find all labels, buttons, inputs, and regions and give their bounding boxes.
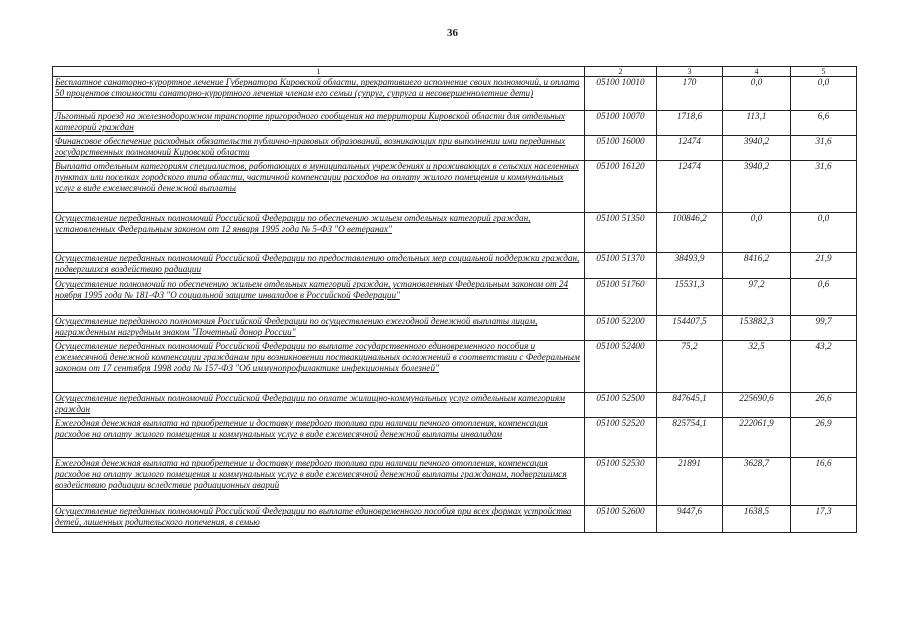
row-actual-value: 0,0: [723, 213, 791, 253]
table-row: [53, 458, 857, 506]
row-percent-value: 43,2: [791, 341, 857, 393]
row-code: 05100 16000: [585, 136, 657, 161]
row-plan-value: 15531,3: [657, 279, 723, 316]
row-code: 05100 52600: [585, 506, 657, 533]
row-name-cell: [53, 111, 585, 136]
row-percent-value: 21,9: [791, 253, 857, 279]
row-name: Осуществление полномочий по обеспечению жильем отдельных категорий граждан, установленных Федеральным законом от 24 ноября 1995 года № 181-ФЗ "О социальной защите инвалидов в Российской Федерации": [55, 279, 569, 301]
row-name-cell: [53, 393, 585, 418]
row-name: Осуществление переданных полномочий Российской Федерации по выплате государственного единовременного пособия и ежемесячной денежной компенсации гражданам при возникновении поствакцинальных осложнений в соответствии с Федеральным законом от 17 сентября 1998 года № 157-ФЗ "Об иммунопрофилактике инфекционных болезней": [55, 341, 580, 374]
row-plan-value: 825754,1: [657, 418, 723, 458]
row-plan-value: 1718,6: [657, 111, 723, 136]
row-actual-value: 32,5: [723, 341, 791, 393]
row-percent-value: 0,0: [791, 213, 857, 253]
header-col-2: 2: [585, 67, 657, 77]
row-actual-value: 1638,5: [723, 506, 791, 533]
row-name: Бесплатное санаторно-курортное лечение Губернатора Кировской области, прекратившего исполнение своих полномочий, и оплата 50 процентов стоимости санаторно-курортного лечения членам его семьи (супруг, супруга и несовершеннолетние дети): [55, 77, 580, 99]
row-code: 05100 51760: [585, 279, 657, 316]
table-row: [53, 77, 857, 111]
page-number: 36: [447, 27, 458, 39]
table-row: [53, 111, 857, 136]
row-name: Осуществление переданных полномочий Российской Федерации по выплате единовременного пособия при всех формах устройства детей, лишенных родительского попечения, в семью: [55, 506, 572, 528]
header-col-1: 1: [53, 67, 585, 77]
row-plan-value: 170: [657, 77, 723, 111]
header-col-3: 3: [657, 67, 723, 77]
budget-table: [52, 66, 857, 533]
row-code: 05100 52500: [585, 393, 657, 418]
header-row: [53, 67, 857, 77]
row-percent-value: 0,0: [791, 77, 857, 111]
row-name-cell: [53, 279, 585, 316]
table-row: [53, 341, 857, 393]
row-percent-value: 16,6: [791, 458, 857, 506]
row-percent-value: 17,3: [791, 506, 857, 533]
row-name-cell: [53, 253, 585, 279]
table-row: [53, 279, 857, 316]
table-row: [53, 213, 857, 253]
row-code: 05100 52530: [585, 458, 657, 506]
row-actual-value: 153882,3: [723, 316, 791, 341]
row-name-cell: [53, 418, 585, 458]
row-actual-value: 97,2: [723, 279, 791, 316]
row-actual-value: 225690,6: [723, 393, 791, 418]
row-name: Выплата отдельным категориям специалистов, работающих в муниципальных учреждениях и проживающих в сельских населенных пунктах или поселках городского типа области, частичной компенсации расходов на оплату жилого помещения и коммунальных услуг в виде ежемесячной денежной выплаты: [55, 161, 579, 194]
row-name: Осуществление переданного полномочия Российской Федерации по осуществлению ежегодной денежной выплаты лицам, награжденным нагрудным знаком "Почетный донор России": [55, 316, 538, 338]
row-code: 05100 52400: [585, 341, 657, 393]
table-row: [53, 506, 857, 533]
row-name: Осуществление переданных полномочий Российской Федерации по обеспечению жильем отдельных категорий граждан, установленных Федеральным законом от 12 января 1995 года № 5-ФЗ "О ветеранах": [55, 213, 531, 235]
row-plan-value: 154407,5: [657, 316, 723, 341]
row-code: 05100 52520: [585, 418, 657, 458]
header-col-5: 5: [791, 67, 857, 77]
row-percent-value: 0,6: [791, 279, 857, 316]
row-plan-value: 100846,2: [657, 213, 723, 253]
table-row: [53, 136, 857, 161]
row-actual-value: 222061,9: [723, 418, 791, 458]
row-actual-value: 113,1: [723, 111, 791, 136]
table-row: [53, 316, 857, 341]
row-name-cell: [53, 506, 585, 533]
row-name-cell: [53, 213, 585, 253]
table-row: [53, 253, 857, 279]
row-code: 05100 51350: [585, 213, 657, 253]
row-plan-value: 21891: [657, 458, 723, 506]
row-plan-value: 38493,9: [657, 253, 723, 279]
row-percent-value: 6,6: [791, 111, 857, 136]
row-actual-value: 3628,7: [723, 458, 791, 506]
row-percent-value: 26,9: [791, 418, 857, 458]
row-percent-value: 31,6: [791, 161, 857, 213]
row-plan-value: 75,2: [657, 341, 723, 393]
row-code: 05100 52200: [585, 316, 657, 341]
row-plan-value: 12474: [657, 161, 723, 213]
row-name: Осуществление переданных полномочий Российской Федерации по предоставлению отдельных мер социальной поддержки граждан, подвергшихся воздействию радиации: [55, 253, 580, 275]
row-percent-value: 31,6: [791, 136, 857, 161]
row-actual-value: 0,0: [723, 77, 791, 111]
row-name: Ежегодная денежная выплата на приобретение и доставку твердого топлива при наличии печного отопления, компенсация расходов на оплату жилого помещения и коммунальных услуг в виде ежемесячной денежной выплаты гражданам, подвергшимся воздействию радиации вследствие радиационных аварий: [55, 458, 567, 491]
row-plan-value: 847645,1: [657, 393, 723, 418]
row-name: Финансовое обеспечение расходных обязательств публично-правовых образований, возникающих при выполнении ими переданных государственных полномочий Кировской области: [55, 136, 566, 158]
row-name: Ежегодная денежная выплата на приобретение и доставку твердого топлива при наличии печного отопления, компенсация расходов на оплату жилого помещения и коммунальных услуг в виде ежемесячной денежной выплаты инвалидам: [55, 418, 548, 440]
row-percent-value: 26,6: [791, 393, 857, 418]
row-code: 05100 51370: [585, 253, 657, 279]
row-actual-value: 8416,2: [723, 253, 791, 279]
row-code: 05100 10010: [585, 77, 657, 111]
table-row: [53, 161, 857, 213]
row-plan-value: 12474: [657, 136, 723, 161]
row-name-cell: [53, 77, 585, 111]
row-name-cell: [53, 341, 585, 393]
row-plan-value: 9447,6: [657, 506, 723, 533]
row-code: 05100 10070: [585, 111, 657, 136]
row-actual-value: 3940,2: [723, 136, 791, 161]
row-name: Льготный проезд на железнодорожном транспорте пригородного сообщения на территории Кировской области для отдельных категорий граждан: [55, 111, 565, 133]
row-percent-value: 99,7: [791, 316, 857, 341]
row-name: Осуществление переданных полномочий Российской Федерации по оплате жилищно-коммунальных услуг отдельным категориям граждан: [55, 393, 565, 415]
table-row: [53, 393, 857, 418]
header-col-4: 4: [723, 67, 791, 77]
row-name-cell: [53, 316, 585, 341]
row-name-cell: [53, 458, 585, 506]
row-code: 05100 16120: [585, 161, 657, 213]
row-name-cell: [53, 136, 585, 161]
table-row: [53, 418, 857, 458]
row-name-cell: [53, 161, 585, 213]
row-actual-value: 3940,2: [723, 161, 791, 213]
